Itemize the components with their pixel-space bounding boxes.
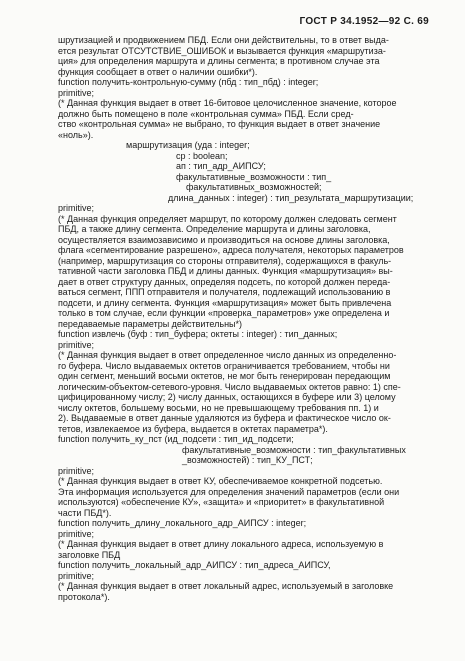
code-line: primitive; [58, 570, 95, 581]
comment-line: го буфера. Число выдаваемых октетов ограничивается требованием, чтобы ни [58, 360, 390, 371]
code-line: primitive; [58, 465, 95, 476]
comment-line: осуществляется взаимозависимо и производиться на основе длины заголовка, [58, 234, 390, 245]
code-line: function получить_длину_локального_адр_АИПСУ : integer; [58, 518, 307, 528]
comment-line: (например, маршрутизация со стороны отправителя), содержащихся в факуль- [58, 255, 392, 266]
comment-line: используются) «обеспечение КУ», «защита» и «приоритет» в факультативной [58, 497, 385, 507]
comment-line: ство «контрольная сумма» не выбрано, то функция выдает в ответ значение [58, 119, 381, 129]
comment-line: один сегмент, меньший восьми октетов, не мог быть генерирован передающим [58, 371, 391, 381]
text-line: ется результат ОТСУТСТВИЕ_ОШИБОК и вызывается функция «маршрутиза- [58, 45, 386, 56]
comment-line: (* Данная функция выдает в ответ локальный адрес, используемый в заголовке [58, 581, 394, 591]
document-body [58, 35, 428, 602]
comment-line: числу октетов, большему восьми, но не превышающему требования пп. 1) и [58, 402, 379, 413]
code-line: primitive; [58, 528, 95, 539]
code-line: primitive; [58, 87, 95, 98]
code-line: function получить-контрольную-сумму (пбд : тип_пбд) : integer; [58, 77, 319, 87]
code-line: function извлечь (буф : тип_буфера; октеты : integer) : тип_данных; [58, 329, 338, 339]
code-line: факультативных_возможностей; [186, 182, 322, 192]
code-line: primitive; [58, 339, 95, 350]
code-line: ап : тип_адр_АИПСУ; [176, 161, 266, 171]
code-line: function получить_ку_пст (ид_подсети : тип_ид_подсети; [58, 434, 294, 444]
comment-line: (* Данная функция определяет маршрут, по которому должен следовать сегмент [58, 213, 397, 224]
comment-line: Эта информация используется для определения значений параметров (если они [58, 486, 400, 497]
comment-line: передаваемые параметры действительны*) [58, 318, 243, 329]
comment-line: ваться сегмент, ППП отправителя и получателя, подлежащий использованию в [58, 287, 391, 297]
text-line: шрутизацией и продвижением ПБД. Если они действительны, то в ответ выда- [58, 35, 389, 45]
page-header: ГОСТ Р 34.1952—92 С. 69 [299, 16, 429, 27]
code-line: маршрутизация (уда : integer; [126, 140, 250, 150]
comment-line: подсети, и длину сегмента. Функция «маршрутизация» может быть привлечена [58, 297, 392, 308]
comment-line: (* Данная функция выдает в ответ КУ, обеспечиваемое конкретной подсетью. [58, 476, 383, 486]
comment-line: логическим-объектом-сетевого-уровня. Число выдаваемых октетов равно: 1) спе- [58, 381, 401, 392]
comment-line: (* Данная функция выдает в ответ 16-битовое целочисленное значение, которое [58, 98, 397, 108]
comment-line: флага «сегментирование разрешено», адреса получателя, некоторых параметров [58, 245, 404, 255]
text-line: ция» для определения маршрута и длины сегмента; в противном случае эта [58, 56, 380, 66]
comment-line: «ноль»). [58, 129, 94, 140]
comment-line: (* Данная функция выдает в ответ длину локального адреса, используемую в [58, 539, 384, 549]
comment-line: тативной части заголовка ПБД и длины данных. Функция «маршрутизация» вы- [58, 266, 393, 276]
comment-line: ПБД, а также длину сегмента. Определение маршрута и длины заголовка, [58, 224, 371, 234]
comment-line: заголовке ПБД [58, 549, 121, 560]
code-line: факультативные_возможности : тип_факультативных [182, 444, 406, 455]
code-line: факультативные_возможности : тип_ [176, 171, 332, 182]
comment-line: (* Данная функция выдает в ответ определенное число данных из определенно- [58, 350, 397, 360]
code-line: function получить_локальный_адр_АИПСУ : тип_адреса_АИПСУ, [58, 560, 331, 570]
text-line: функция сообщает в ответ о наличии ошибки*). [58, 66, 258, 77]
comment-line: тетов, извлекаемое из буфера, выдается в октетах параметра*). [58, 423, 328, 434]
comment-line: дает в ответ структуру данных, определяя подсеть, по которой должен переда- [58, 276, 391, 287]
code-line: ср : boolean; [176, 150, 228, 161]
code-line: длина_данных : integer) : тип_результата_маршрутизации; [168, 192, 414, 203]
code-line: _возможностей) : тип_КУ_ПСТ; [182, 455, 313, 465]
comment-line: протокола*). [58, 591, 110, 602]
code-line: primitive; [58, 203, 95, 213]
comment-line: только в том случае, если функции «проверка_параметров» уже определена и [58, 308, 390, 318]
comment-line: цифицированному числу; 2) числу данных, остающихся в буфере или 3) целому [58, 392, 396, 402]
comment-line: 2). Выдаваемые в ответ данные удаляются из буфера и фактическое число ок- [58, 413, 391, 423]
comment-line: должно быть помещено в поле «контрольная сумма» ПБД. Если сред- [58, 108, 354, 119]
comment-line: части ПБД*). [58, 507, 112, 518]
